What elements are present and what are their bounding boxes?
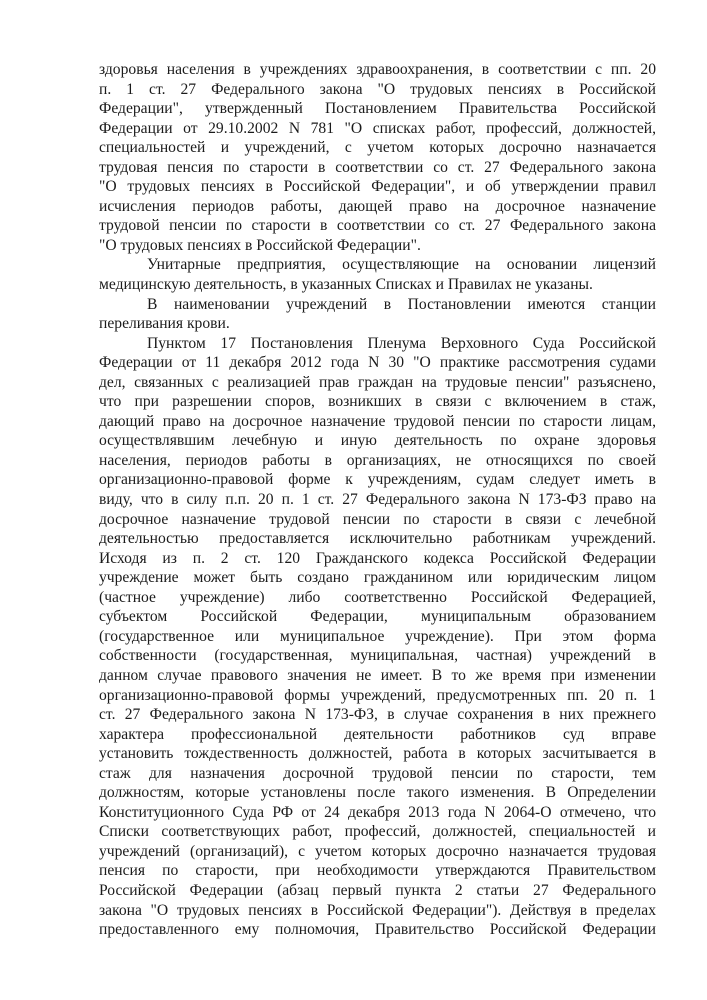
- text-line: (частное учреждение) либо соответственно Российской Федерацией,: [99, 588, 656, 606]
- text-line: Списки соответствующих работ, профессий, должностей, специальностей и: [99, 823, 656, 841]
- text-line: Российской Федерации (абзац первый пункта 2 статьи 27 Федерального: [99, 881, 656, 899]
- text-line: Федерации", утвержденный Постановлением Правительства Российской: [99, 100, 656, 118]
- text-line: специальностей и учреждений, с учетом которых досрочно назначается: [99, 139, 656, 157]
- text-line: медицинскую деятельность, в указанных Списках и Правилах не указаны.: [99, 276, 593, 294]
- text-line: В наименовании учреждений в Постановлении имеются станции: [147, 295, 656, 313]
- text-line: дел, связанных с реализацией прав граждан на трудовые пенсии" разъяснено,: [99, 373, 656, 391]
- text-line: деятельностью предоставляется исключительно работникам учреждений.: [99, 530, 656, 548]
- text-line: Федерации от 11 декабря 2012 года N 30 "О практике рассмотрения судами: [99, 354, 656, 372]
- text-line: стаж для назначения досрочной трудовой пенсии по старости, тем: [99, 764, 656, 782]
- text-line: здоровья населения в учреждениях здравоохранения, в соответствии с пп. 20: [99, 61, 656, 78]
- text-line: собственности (государственная, муниципальная, частная) учреждений в: [99, 647, 656, 665]
- text-line: характера профессиональной деятельности работников суд вправе: [99, 725, 656, 743]
- text-line: трудовая пенсия по старости в соответствии со ст. 27 Федерального закона: [99, 158, 656, 176]
- text-line: ст. 27 Федерального закона N 173-ФЗ, в случае сохранения в них прежнего: [99, 706, 656, 724]
- text-line: должностям, которые установлены после такого изменения. В Определении: [99, 784, 656, 802]
- text-line: исчисления периодов работы, дающей право на досрочное назначение: [99, 197, 656, 215]
- text-line: п. 1 ст. 27 Федерального закона "О трудовых пенсиях в Российской: [99, 80, 656, 98]
- text-line: Пунктом 17 Постановления Пленума Верховного Суда Российской: [147, 334, 656, 352]
- text-line: Конституционного Суда РФ от 24 декабря 2013 года N 2064-О отмечено, что: [99, 803, 656, 821]
- text-line: "О трудовых пенсиях в Российской Федерации".: [99, 236, 421, 254]
- text-line: что при разрешении споров, возникших в связи с включением в стаж,: [99, 393, 656, 411]
- text-line: (государственное или муниципальное учреждение). При этом форма: [99, 627, 656, 645]
- text-line: осуществлявшим лечебную и иную деятельность по охране здоровья: [99, 432, 656, 450]
- text-line: учреждение может быть создано гражданином или юридическим лицом: [99, 569, 656, 587]
- text-line: установить тождественность должностей, работа в которых засчитывается в: [99, 745, 656, 763]
- text-line: учреждений (организаций), с учетом которых досрочно назначается трудовая: [99, 842, 656, 860]
- text-line: пенсия по старости, при необходимости утверждаются Правительством: [99, 862, 656, 880]
- text-line: трудовой пенсии по старости в соответствии со ст. 27 Федерального закона: [99, 217, 656, 235]
- text-line: субъектом Российской Федерации, муниципальным образованием: [99, 608, 656, 626]
- text-line: организационно-правовой формы учреждений, предусмотренных пп. 20 п. 1: [99, 686, 656, 704]
- text-line: досрочное назначение трудовой пенсии по старости в связи с лечебной: [99, 510, 656, 528]
- text-line: "О трудовых пенсиях в Российской Федерации", и об утверждении правил: [99, 178, 656, 196]
- text-line: предоставленного ему полномочия, Правительство Российской Федерации: [99, 921, 656, 939]
- text-line: закона "О трудовых пенсиях в Российской Федерации"). Действуя в пределах: [99, 901, 656, 919]
- text-line: Унитарные предприятия, осуществляющие на основании лицензий: [147, 256, 656, 274]
- text-line: Федерации от 29.10.2002 N 781 "О списках работ, профессий, должностей,: [99, 119, 656, 137]
- text-line: Исходя из п. 2 ст. 120 Гражданского кодекса Российской Федерации: [99, 549, 656, 567]
- text-line: переливания крови.: [99, 315, 230, 333]
- text-line: дающий право на досрочное назначение трудовой пенсии по старости лицам,: [99, 412, 656, 430]
- text-line: виду, что в силу п.п. 20 п. 1 ст. 27 Федерального закона N 173-ФЗ право на: [99, 491, 656, 509]
- document-text: [99, 60, 656, 940]
- text-line: населения, периодов работы в организациях, не относящихся по своей: [99, 451, 656, 469]
- text-line: организационно-правовой форме к учреждениям, судам следует иметь в: [99, 471, 656, 489]
- text-line: данном случае правового значения не имеет. В то же время при изменении: [99, 666, 656, 684]
